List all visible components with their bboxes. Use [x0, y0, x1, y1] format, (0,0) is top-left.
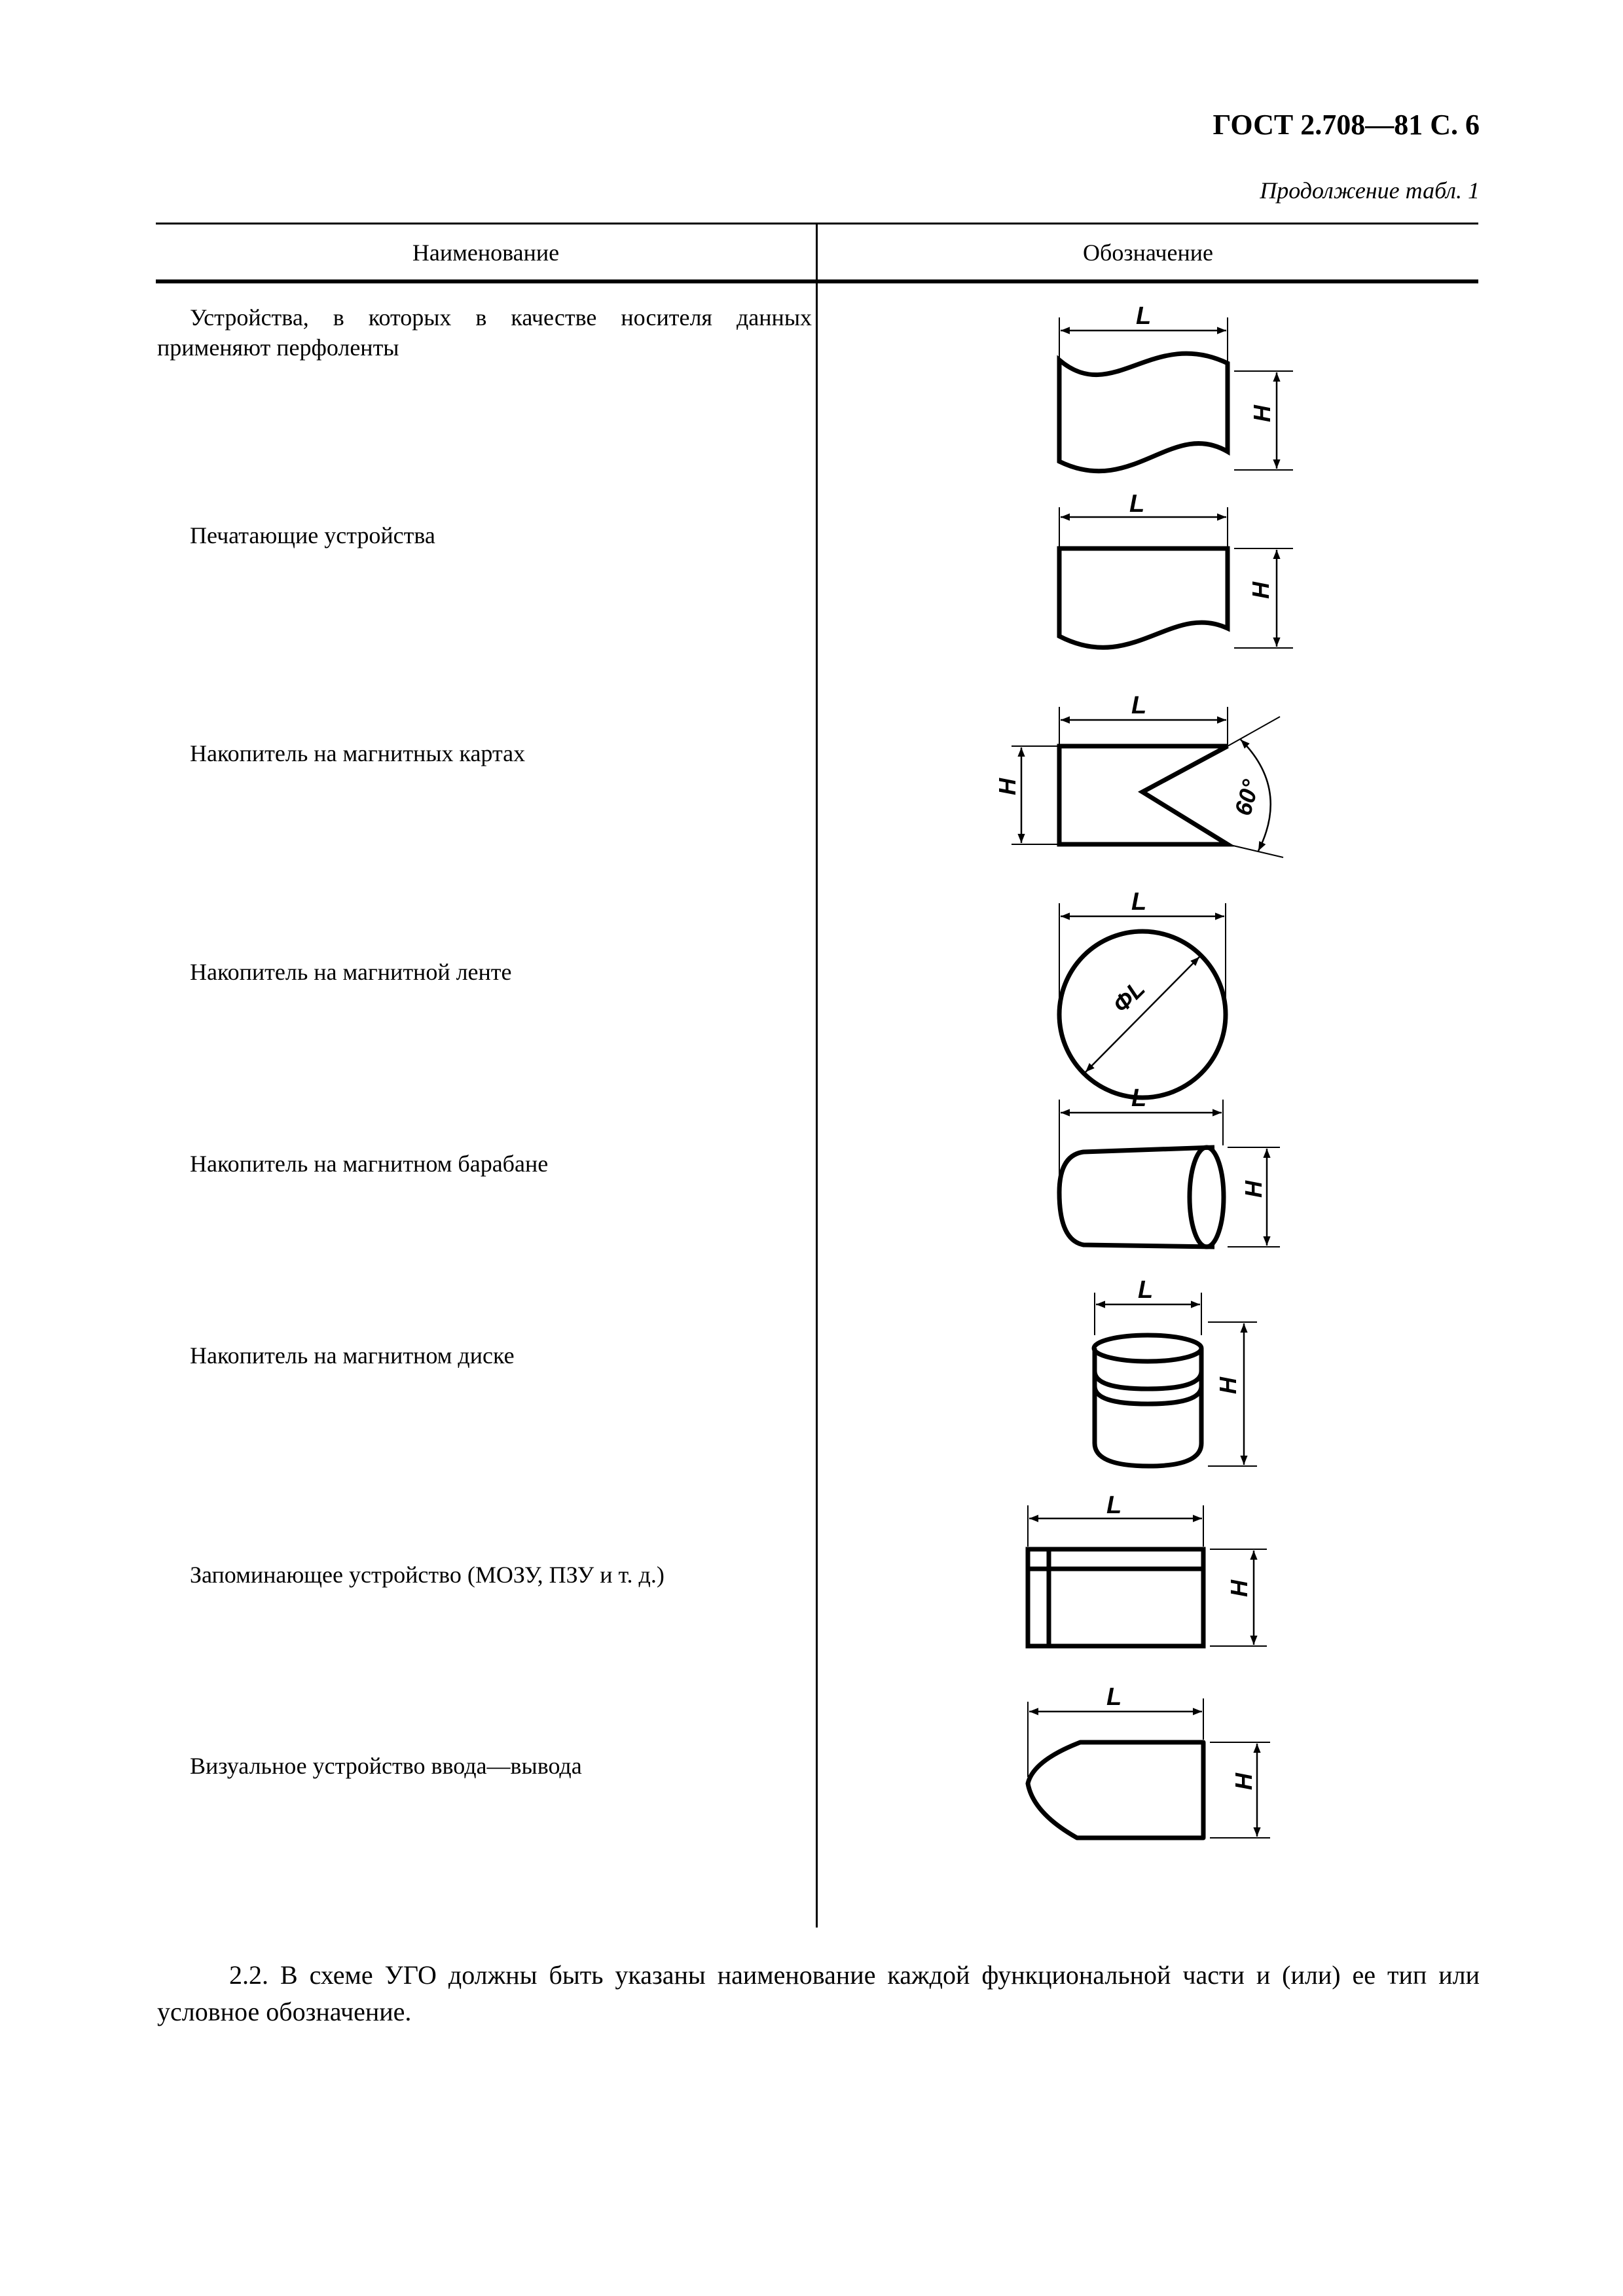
row-label-magnetic-drum: Накопитель на магнитном барабане — [190, 1151, 549, 1177]
row-label-magnetic-tape: Накопитель на магнитной ленте — [190, 959, 512, 985]
printer-height-label: H — [1247, 582, 1274, 599]
row-label-visual-io: Визуальное устройство ввода—вывода — [190, 1753, 582, 1779]
table-continuation-caption: Продолжение табл. 1 — [1260, 177, 1480, 204]
punched-tape-height-label: H — [1249, 405, 1275, 422]
magnetic-cards-height-label: H — [994, 778, 1021, 795]
visual-io-device-symbol — [1028, 1698, 1270, 1838]
memory-device-height-label: H — [1226, 1580, 1252, 1597]
paragraph-2-2: 2.2. В схеме УГО должны быть указаны наименование каждой функциональной части и (или) ее тип или условное обозначение. — [157, 1960, 1480, 2026]
printer-length-label: L — [1129, 490, 1145, 518]
memory-device-length-label: L — [1106, 1492, 1122, 1519]
magnetic-tape-diameter-label: ΦL — [1107, 975, 1150, 1018]
magnetic-drum-storage-symbol — [1059, 1100, 1280, 1247]
magnetic-drum-length-label: L — [1131, 1085, 1147, 1112]
row-label-magnetic-cards: Накопитель на магнитных картах — [190, 740, 526, 766]
column-header-name: Наименование — [412, 240, 560, 266]
row-label-printer: Печатающие устройства — [190, 522, 435, 548]
page-header: ГОСТ 2.708—81 С. 6 — [1213, 109, 1480, 141]
punched-tape-symbol — [1059, 317, 1293, 471]
memory-device-symbol — [1028, 1505, 1267, 1646]
visual-io-height-label: H — [1230, 1773, 1257, 1790]
column-header-symbol: Обозначение — [1083, 240, 1213, 266]
magnetic-drum-height-label: H — [1240, 1181, 1267, 1198]
punched-tape-length-label: L — [1136, 302, 1152, 330]
row-label-memory-device: Запоминающее устройство (МОЗУ, ПЗУ и т. д.) — [190, 1562, 665, 1588]
visual-io-length-label: L — [1106, 1683, 1122, 1711]
row-label-punched-tape: Устройства, в которых в качестве носителя данных применяют перфоленты — [157, 304, 812, 361]
magnetic-tape-length-label: L — [1131, 888, 1147, 916]
magnetic-cards-length-label: L — [1131, 692, 1147, 719]
printer-symbol — [1059, 507, 1293, 648]
magnetic-disk-length-label: L — [1138, 1276, 1154, 1304]
magnetic-cards-angle-label: 60° — [1229, 777, 1265, 819]
magnetic-disk-height-label: H — [1214, 1377, 1241, 1394]
row-label-magnetic-disk: Накопитель на магнитном диске — [190, 1342, 515, 1369]
